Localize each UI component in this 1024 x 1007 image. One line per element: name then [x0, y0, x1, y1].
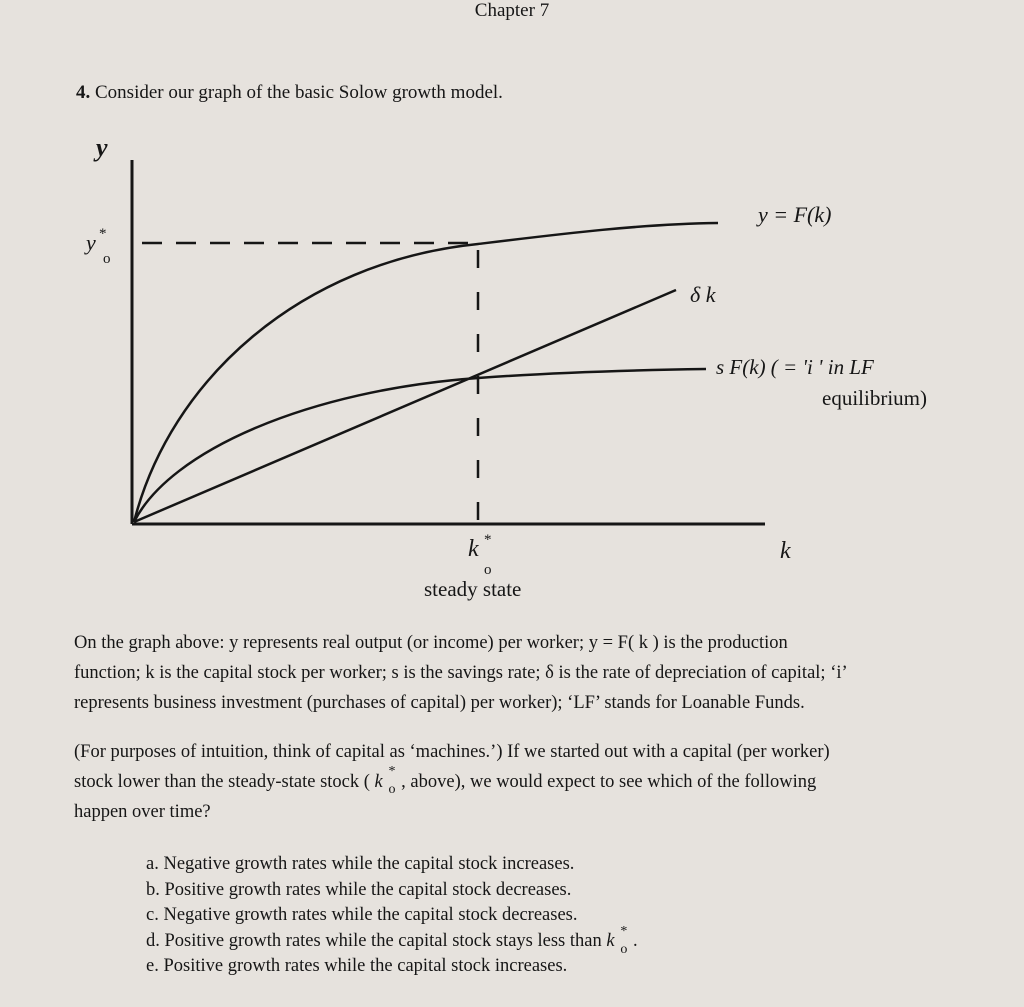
savings-function-curve — [134, 369, 706, 522]
o-subscript: o — [388, 782, 396, 797]
production-function-label: y = F(k) — [758, 202, 832, 227]
y0-star-sup: * — [99, 226, 107, 242]
question-number: 4. — [76, 82, 91, 103]
option-d-period: . — [632, 930, 638, 951]
explanation-line-2: function; k is the capital stock per worker; s is the savings rate; δ is the rate of depreciation of capital; ‘i’ — [74, 663, 848, 683]
k0-star-sup: * — [484, 532, 492, 548]
depreciation-label: δ k — [690, 282, 716, 307]
y0-star-label: y — [86, 230, 96, 255]
question-body — [74, 737, 954, 827]
explanation-line-1: On the graph above: y represents real output (or income) per worker; y = F( k ) is the production — [74, 633, 788, 653]
explanation-line-3: represents business investment (purchases of capital) per worker); ‘LF’ stands for Loanable Funds. — [74, 693, 805, 713]
depreciation-line — [134, 290, 676, 522]
option-d-k-symbol: k — [606, 930, 615, 951]
question-text: Consider our graph of the basic Solow growth model. — [95, 82, 503, 103]
option-a[interactable]: a. Negative growth rates while the capital stock increases. — [146, 854, 575, 874]
k-symbol: k — [374, 772, 383, 792]
k0-star-label: k — [468, 536, 479, 562]
graph-explanation — [74, 628, 954, 718]
option-d-text: d. Positive growth rates while the capital stock stays less than — [146, 930, 602, 951]
y-axis-label: y — [96, 133, 108, 162]
k0-star-sub: o — [484, 562, 492, 578]
question-line-3: happen over time? — [74, 802, 211, 822]
k0-star-inline — [374, 764, 397, 797]
production-function-curve — [134, 223, 718, 522]
question-line-2 — [74, 764, 954, 797]
option-b[interactable]: b. Positive growth rates while the capital stock decreases. — [146, 879, 572, 900]
x-axis-label: k — [780, 538, 791, 564]
star-superscript: * — [388, 764, 396, 779]
option-d[interactable] — [146, 923, 638, 957]
answer-options — [146, 852, 638, 980]
savings-function-label: s F(k) ( = 'i ' in LF — [716, 355, 874, 379]
option-c[interactable]: c. Negative growth rates while the capital stock decreases. — [146, 905, 578, 925]
solow-graph — [0, 130, 1024, 610]
steady-state-label: steady state — [424, 577, 522, 601]
option-e[interactable]: e. Positive growth rates while the capital stock increases. — [146, 956, 568, 976]
question-prompt — [76, 82, 503, 104]
savings-function-label-2: equilibrium) — [822, 386, 927, 410]
question-line-2-start: stock lower than the steady-state stock ( — [74, 772, 370, 792]
option-d-star: * — [620, 923, 628, 939]
option-d-k0-star — [606, 923, 628, 957]
question-line-2-end: , above), we would expect to see which of the following — [401, 772, 817, 792]
question-line-1: (For purposes of intuition, think of capital as ‘machines.’) If we started out with a capital (per worker) — [74, 742, 830, 762]
chapter-header: Chapter 7 — [474, 0, 550, 21]
option-d-sub: o — [620, 941, 628, 957]
y0-star-sub: o — [103, 251, 111, 267]
